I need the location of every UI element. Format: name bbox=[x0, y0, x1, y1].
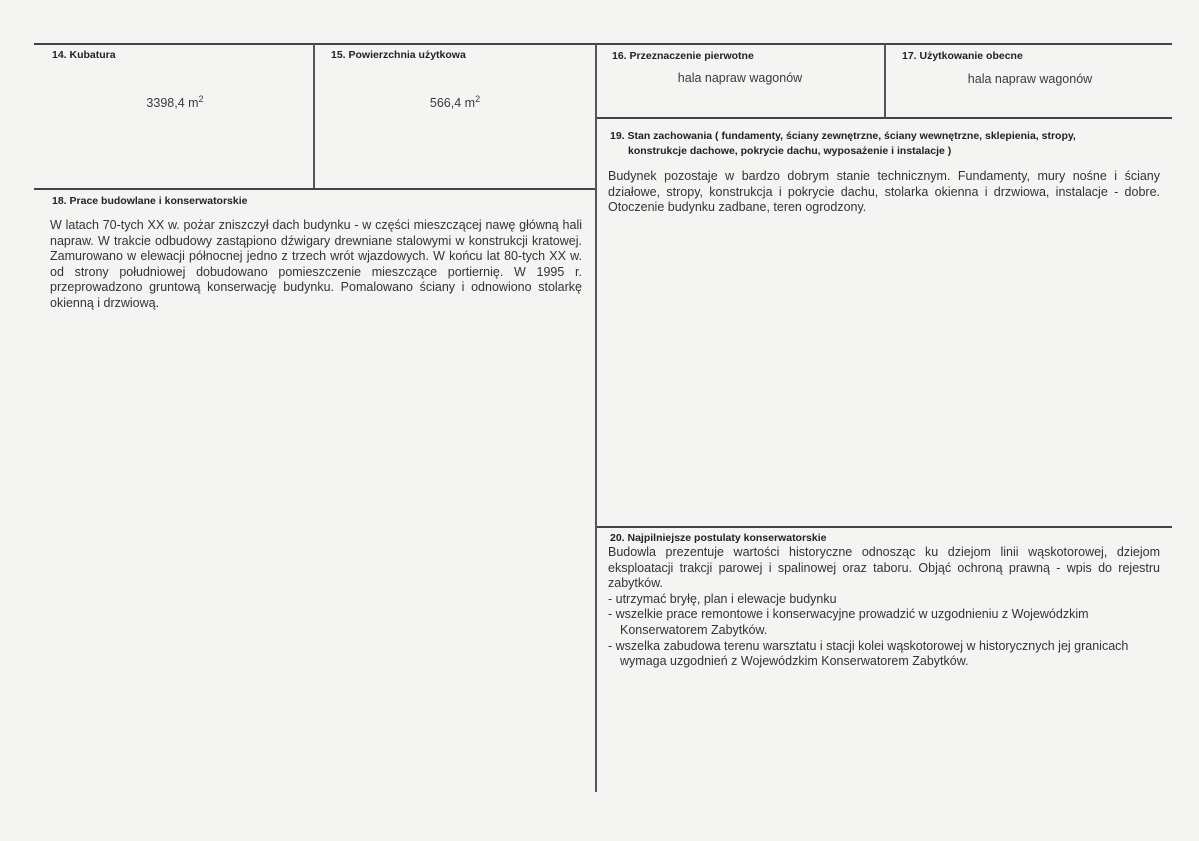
uzytkowanie-label: 17. Użytkowanie obecne bbox=[902, 50, 1023, 62]
stan-label-line1: 19. Stan zachowania ( fundamenty, ściany zewnętrzne, ściany wewnętrzne, sklepienia, stropy, bbox=[610, 130, 1076, 142]
postulaty-text: Budowla prezentuje wartości historyczne odnosząc ku dziejom linii wąskotorowej, dziejom eksploatacji trakcji parowej i spalinowej oraz taboru. Objąć ochroną prawną - wpis do rejestru zabytków. bbox=[608, 545, 1160, 591]
center-divider bbox=[595, 44, 597, 792]
prace-label: 18. Prace budowlane i konserwatorskie bbox=[52, 195, 248, 207]
rule-above-20 bbox=[596, 526, 1172, 528]
postulaty-body bbox=[608, 545, 1160, 670]
kubatura-value: 3398,4 $m^2$ bbox=[146, 94, 204, 111]
postulaty-item-3: - wszelka zabudowa terenu warsztatu i stacji kolei wąskotorowej w historycznych jej granicach wymaga uzgodnień z Wojewódzkim Konserwatorem Zabytków. bbox=[608, 638, 1129, 669]
postulaty-item-2: - wszelkie prace remontowe i konserwacyjne prowadzić w uzgodnieniu z Wojewódzkim Konserwatorem Zabytków. bbox=[608, 607, 1089, 637]
stan-label bbox=[610, 129, 1155, 159]
powierzchnia-value: 566,4 $m^2$ bbox=[429, 94, 481, 111]
postulaty-label: 20. Najpilniejsze postulaty konserwatorskie bbox=[610, 532, 827, 544]
stan-text: Budynek pozostaje w bardzo dobrym stanie technicznym. Fundamenty, mury nośne i ściany działowe, stropy, konstrukcja i pokrycie dachu, stolarka okienna i drzwiowa, instalacje - dobre. Otoczenie budynku zadbane, teren ogrodzony. bbox=[608, 169, 1160, 215]
prace-text: W latach 70-tych XX w. pożar zniszczył dach budynku - w części mieszczącej nawę główną hali napraw. W trakcie odbudowy zastąpiono dźwigary drewniane stalowymi w konstrukcji kratowej. Zamurowano w elewacji północnej jedno z trzech wrót wjazdowych. W końcu lat 80-tych XX w. od strony południowej dobudowano pomieszczenie mieszczące portiernię. W 1995 r. przeprowadzono gruntową konserwację budynku. Pomalowano ściany i odnowiono stolarkę okienną i drzwiową. bbox=[50, 218, 582, 310]
top-rule bbox=[34, 43, 1172, 45]
powierzchnia-label: 15. Powierzchnia użytkowa bbox=[331, 49, 466, 61]
kubatura-label: 14. Kubatura bbox=[52, 49, 116, 61]
przeznaczenie-label: 16. Przeznaczenie pierwotne bbox=[612, 50, 754, 62]
divider-14-15 bbox=[313, 44, 315, 188]
postulaty-item-1: - utrzymać bryłę, plan i elewacje budynku bbox=[608, 591, 837, 606]
rule-above-18 bbox=[34, 188, 596, 190]
uzytkowanie-value: hala napraw wagonów bbox=[967, 72, 1093, 86]
divider-16-17 bbox=[884, 44, 886, 118]
stan-label-line2: konstrukcje dachowe, pokrycie dachu, wyposażenie i instalacje ) bbox=[628, 145, 952, 157]
przeznaczenie-value: hala napraw wagonów bbox=[677, 71, 803, 85]
